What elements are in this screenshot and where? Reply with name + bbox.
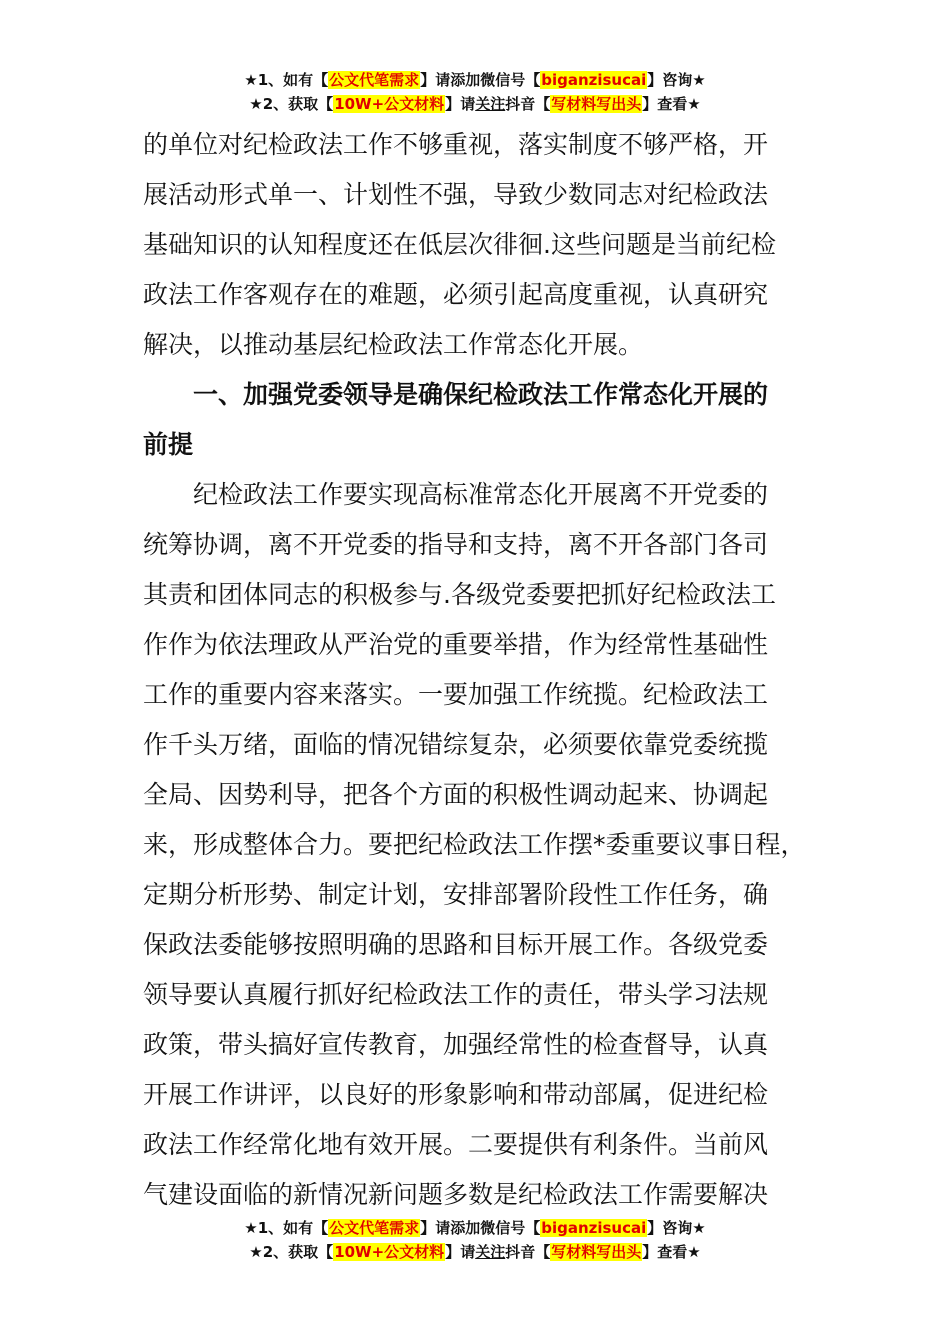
- banner-text: 】查看★: [642, 1243, 701, 1261]
- banner-text: ★1、如有【: [244, 1219, 329, 1237]
- section-heading: 前提: [143, 430, 194, 459]
- text-line: 作作为依法理政从严治党的重要举措，作为经常性基础性: [143, 630, 769, 659]
- text-line: 作千头万绪，面临的情况错综复杂，必须要依靠党委统揽: [143, 730, 769, 759]
- highlight-wechat-id: biganzisucai: [541, 71, 647, 89]
- banner-text: 】请添加微信号【: [420, 71, 541, 89]
- banner-line-1: [0, 68, 950, 92]
- footer-banner: [0, 1216, 950, 1264]
- text-line: 统筹协调，离不开党委的指导和支持，离不开各部门各司: [143, 530, 769, 559]
- banner-text: ★2、获取【: [249, 1243, 334, 1261]
- banner-text: 】请添加微信号【: [420, 1219, 541, 1237]
- highlight-ghostwriting: 公文代笔需求: [329, 71, 420, 89]
- text-line: 政策，带头搞好宣传教育，加强经常性的检查督导，认真: [143, 1030, 769, 1059]
- text-line: 气建设面临的新情况新问题多数是纪检政法工作需要解决: [143, 1180, 769, 1209]
- banner-text: 】咨询★: [647, 71, 706, 89]
- banner-text: 抖音【: [505, 1243, 551, 1261]
- banner-text: 】请: [445, 1243, 476, 1261]
- text-line: 纪检政法工作要实现高标准常态化开展离不开党委的: [143, 480, 769, 509]
- banner-text-underlined: 关注: [475, 1243, 506, 1261]
- text-line: 工作的重要内容来落实。一要加强工作统揽。纪检政法工: [143, 680, 769, 709]
- banner-line-2: [0, 1240, 950, 1264]
- document-body: [143, 120, 823, 1220]
- section-heading: 一、加强党委领导是确保纪检政法工作常态化开展的: [143, 380, 769, 409]
- text-line: 开展工作讲评，以良好的形象影响和带动部属，促进纪检: [143, 1080, 769, 1109]
- banner-text: ★1、如有【: [244, 71, 329, 89]
- highlight-ghostwriting: 公文代笔需求: [329, 1219, 420, 1237]
- text-line: 的单位对纪检政法工作不够重视，落实制度不够严格，开: [143, 130, 769, 159]
- text-line: 解决，以推动基层纪检政法工作常态化开展。: [143, 330, 644, 359]
- highlight-douyin-name: 写材料写出头: [551, 95, 642, 113]
- text-line: 政法工作客观存在的难题，必须引起高度重视，认真研究: [143, 280, 769, 309]
- header-banner: [0, 68, 950, 116]
- highlight-douyin-name: 写材料写出头: [551, 1243, 642, 1261]
- highlight-materials: 10W+公文材料: [334, 1243, 445, 1261]
- text-line: 保政法委能够按照明确的思路和目标开展工作。各级党委: [143, 930, 769, 959]
- text-line: 展活动形式单一、计划性不强，导致少数同志对纪检政法: [143, 180, 769, 209]
- banner-line-1: [0, 1216, 950, 1240]
- banner-line-2: [0, 92, 950, 116]
- text-line: 政法工作经常化地有效开展。二要提供有利条件。当前风: [143, 1130, 769, 1159]
- text-line: 来，形成整体合力。要把纪检政法工作摆*委重要议事日程，: [143, 830, 806, 859]
- banner-text: 】咨询★: [647, 1219, 706, 1237]
- text-line: 领导要认真履行抓好纪检政法工作的责任，带头学习法规: [143, 980, 769, 1009]
- banner-text-underlined: 关注: [475, 95, 506, 113]
- text-line: 定期分析形势、制定计划，安排部署阶段性工作任务，确: [143, 880, 769, 909]
- banner-text: ★2、获取【: [249, 95, 334, 113]
- highlight-wechat-id: biganzisucai: [541, 1219, 647, 1237]
- text-line: 其责和团体同志的积极参与.各级党委要把抓好纪检政法工: [143, 580, 776, 609]
- banner-text: 】请: [445, 95, 476, 113]
- text-line: 基础知识的认知程度还在低层次徘徊.这些问题是当前纪检: [143, 230, 776, 259]
- banner-text: 】查看★: [642, 95, 701, 113]
- highlight-materials: 10W+公文材料: [334, 95, 445, 113]
- text-line: 全局、因势利导，把各个方面的积极性调动起来、协调起: [143, 780, 769, 809]
- banner-text: 抖音【: [505, 95, 551, 113]
